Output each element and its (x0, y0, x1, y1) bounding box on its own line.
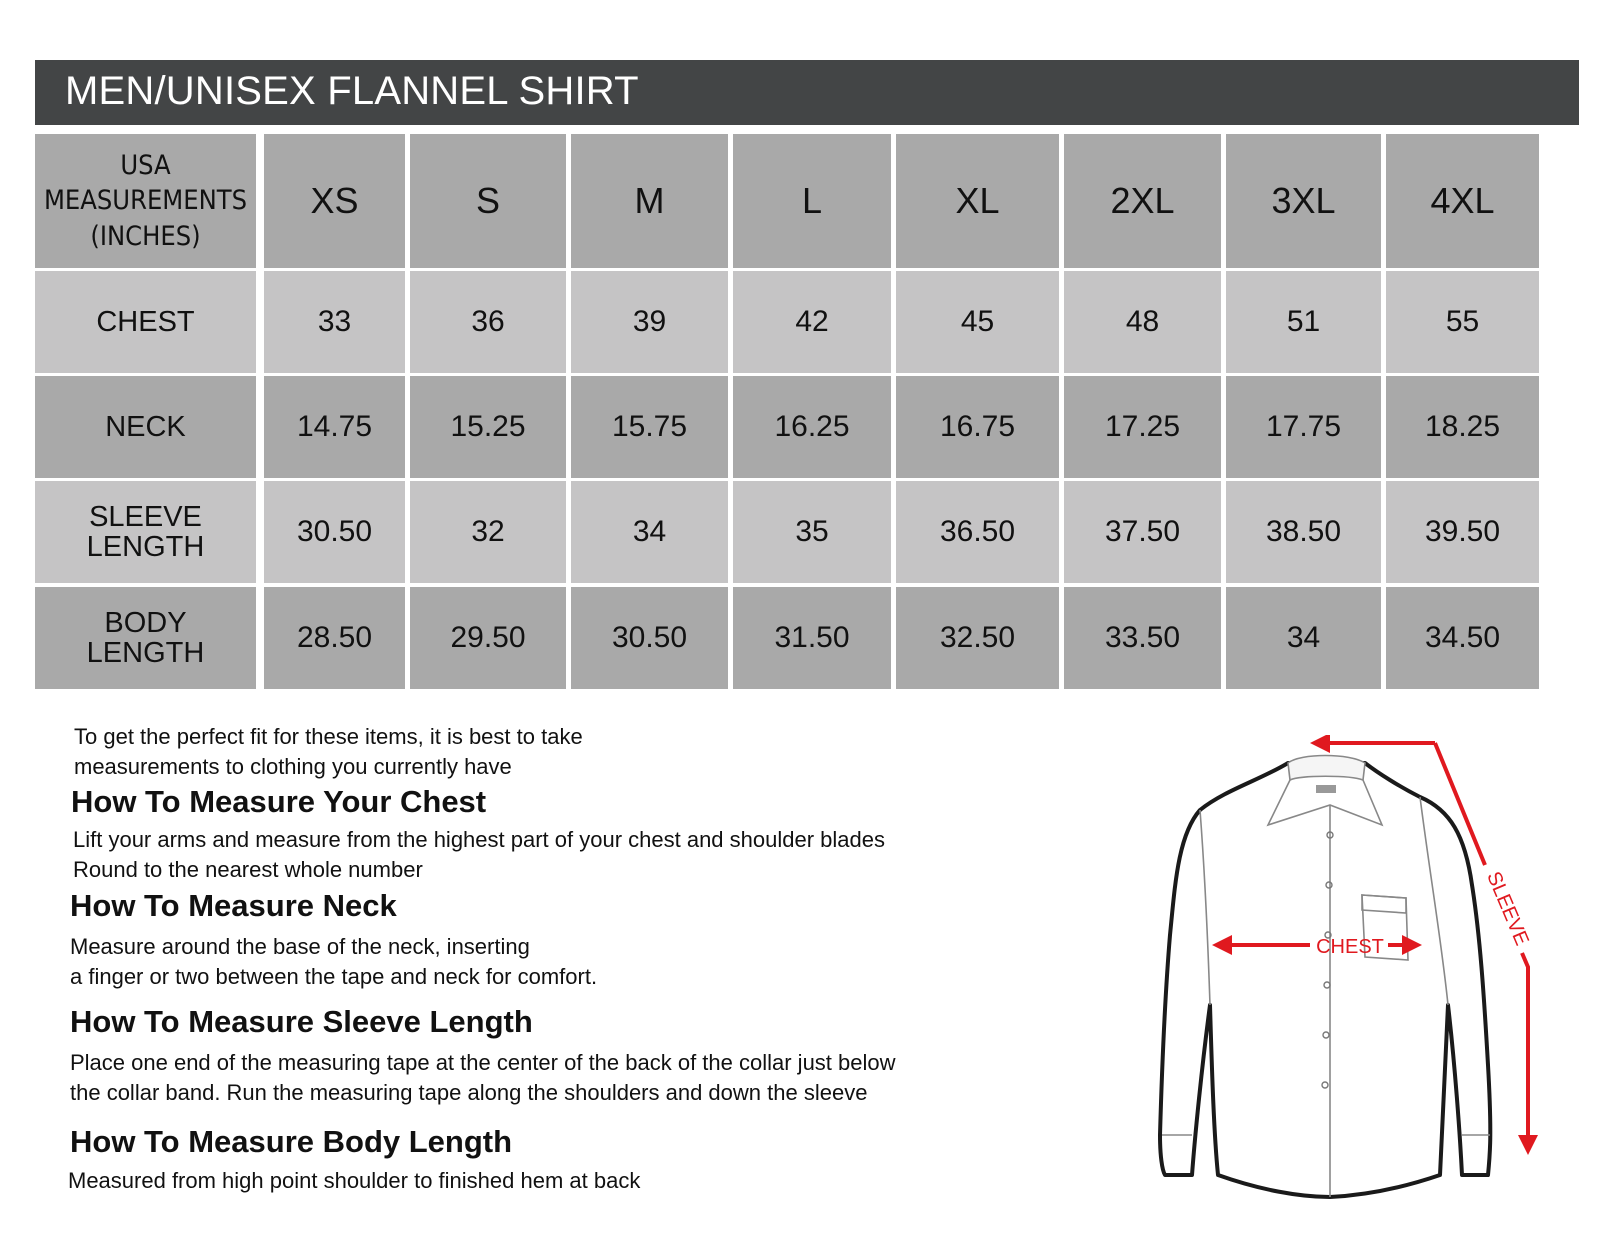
corner-label-text (44, 148, 247, 253)
measurement-cell: 51 (1226, 271, 1381, 373)
corner-label-line-2: MEASUREMENTS (43, 185, 248, 217)
row-label-cell (35, 481, 256, 583)
measurement-cell: 34.50 (1386, 587, 1539, 689)
intro-text (74, 722, 583, 782)
size-header-s: S (410, 134, 566, 268)
row-label-line-1: CHEST (96, 305, 195, 338)
measurement-cell: 16.75 (896, 376, 1059, 478)
intro-line-1: To get the perfect fit for these items, it is best to take (74, 724, 583, 749)
row-label-text (105, 412, 186, 442)
row-label-line-2: LENGTH (86, 637, 205, 669)
measurement-cell: 38.50 (1226, 481, 1381, 583)
measurement-cell: 15.25 (410, 376, 566, 478)
neck-line-1: Measure around the base of the neck, inserting (70, 934, 530, 959)
neck-heading: How To Measure Neck (70, 888, 397, 923)
measurement-cell: 37.50 (1064, 481, 1221, 583)
row-label-text (96, 307, 194, 337)
measurement-cell: 14.75 (264, 376, 405, 478)
row-label-line-1: SLEEVE (89, 500, 202, 533)
measurement-cell: 15.75 (571, 376, 728, 478)
measurement-cell: 42 (733, 271, 891, 373)
measurement-cell: 33.50 (1064, 587, 1221, 689)
size-header-l: L (733, 134, 891, 268)
row-label-line-1: BODY (104, 606, 187, 639)
chest-heading: How To Measure Your Chest (71, 784, 487, 819)
corner-label-line-1: USA (120, 150, 171, 182)
size-header-3xl: 3XL (1226, 134, 1381, 268)
measurement-cell: 30.50 (264, 481, 405, 583)
sleeve-heading: How To Measure Sleeve Length (70, 1004, 533, 1039)
body-heading: How To Measure Body Length (70, 1124, 513, 1159)
measurement-cell: 28.50 (264, 587, 405, 689)
sleeve-arrow-label: SLEEVE (1482, 868, 1533, 949)
sleeve-line-1: Place one end of the measuring tape at the center of the back of the collar just below (70, 1050, 896, 1075)
size-header-4xl: 4XL (1386, 134, 1539, 268)
size-header-xl: XL (896, 134, 1059, 268)
measurement-cell: 39.50 (1386, 481, 1539, 583)
measurement-cell: 35 (733, 481, 891, 583)
measurement-cell: 45 (896, 271, 1059, 373)
chest-arrow-label: CHEST (1316, 936, 1384, 958)
neck-line-2: a finger or two between the tape and neck for comfort. (70, 964, 598, 989)
measurement-cell: 30.50 (571, 587, 728, 689)
sleeve-instructions (70, 1048, 896, 1108)
measurement-cell: 34 (571, 481, 728, 583)
row-label-text (87, 502, 205, 563)
corner-label-line-3: (INCHES) (90, 220, 201, 252)
measurement-cell: 32.50 (896, 587, 1059, 689)
size-header-m: M (571, 134, 728, 268)
size-header-2xl: 2XL (1064, 134, 1221, 268)
measurement-cell: 34 (1226, 587, 1381, 689)
measurement-cell: 48 (1064, 271, 1221, 373)
measurement-cell: 17.25 (1064, 376, 1221, 478)
shirt-illustration (1150, 735, 1570, 1225)
measurement-cell: 39 (571, 271, 728, 373)
intro-line-2: measurements to clothing you currently have (74, 754, 512, 779)
row-label-cell (35, 587, 256, 689)
measurement-cell: 29.50 (410, 587, 566, 689)
chart-title: MEN/UNISEX FLANNEL SHIRT (65, 69, 639, 113)
measurement-cell: 36.50 (896, 481, 1059, 583)
chest-instructions (73, 825, 885, 885)
measurement-cell: 17.75 (1226, 376, 1381, 478)
measurement-cell: 33 (264, 271, 405, 373)
row-label-line-1: NECK (105, 410, 186, 443)
row-label-line-2: LENGTH (86, 531, 205, 563)
chest-line-1: Lift your arms and measure from the highest part of your chest and shoulder blades (73, 827, 885, 852)
row-label-cell (35, 271, 256, 373)
neck-instructions (70, 932, 597, 992)
measurement-cell: 32 (410, 481, 566, 583)
body-instructions (68, 1166, 640, 1196)
sleeve-line-2: the collar band. Run the measuring tape along the shoulders and down the sleeve (70, 1080, 868, 1105)
measurement-cell: 18.25 (1386, 376, 1539, 478)
chest-line-2: Round to the nearest whole number (73, 857, 423, 882)
measurement-cell: 16.25 (733, 376, 891, 478)
measurement-cell: 31.50 (733, 587, 891, 689)
row-label-cell (35, 376, 256, 478)
chart-title-bar (35, 60, 1579, 125)
measurement-cell: 55 (1386, 271, 1539, 373)
measurement-cell: 36 (410, 271, 566, 373)
body-line-1: Measured from high point shoulder to finished hem at back (68, 1168, 641, 1193)
row-label-text (87, 608, 205, 669)
size-header-xs: XS (264, 134, 405, 268)
corner-header-cell (35, 134, 256, 268)
